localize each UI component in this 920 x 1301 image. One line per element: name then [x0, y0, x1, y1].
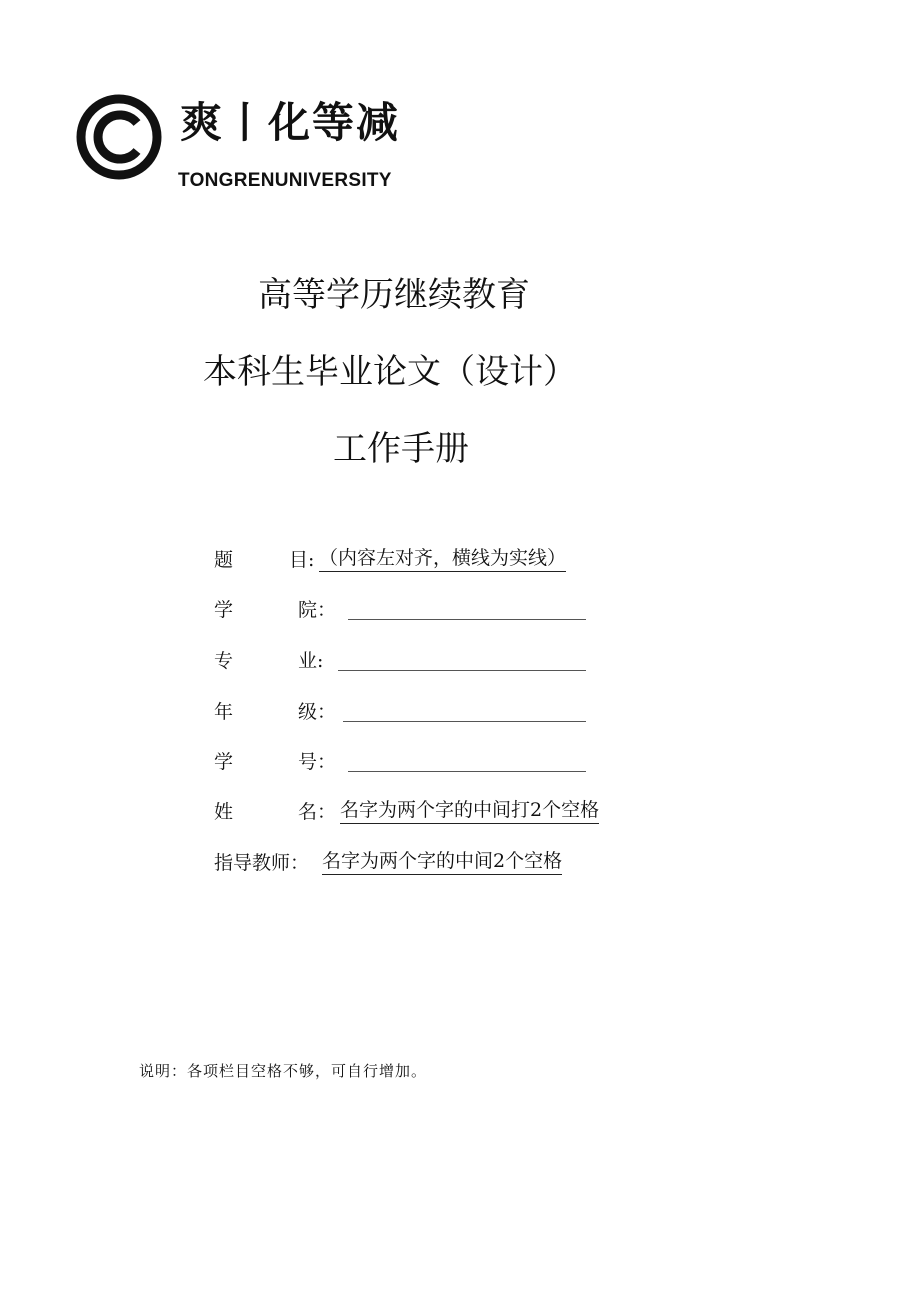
- advisor-label: 指导教师：: [214, 852, 310, 874]
- major-label-b: 业:: [298, 650, 324, 672]
- college-label-a: 学: [214, 599, 234, 621]
- student-id-field[interactable]: [348, 747, 586, 772]
- grade-label-a: 年: [214, 701, 234, 723]
- name-field[interactable]: 名字为两个字的中间打2个空格: [340, 797, 599, 824]
- title-line-3: 工作手册: [333, 429, 469, 469]
- major-field[interactable]: [338, 646, 586, 671]
- grade-field[interactable]: [343, 697, 586, 722]
- topic-field[interactable]: （内容左对齐，横线为实线）: [319, 545, 566, 572]
- name-label-a: 姓: [214, 801, 234, 823]
- advisor-field[interactable]: 名字为两个字的中间2个空格: [322, 848, 562, 875]
- topic-label-a: 题: [214, 549, 234, 571]
- instruction-note: 说明：各项栏目空格不够，可自行增加。: [139, 1062, 428, 1080]
- university-name-cn: 爽丨化等减: [180, 98, 401, 147]
- title-line-1: 高等学历继续教育: [258, 275, 530, 315]
- college-field[interactable]: [348, 595, 586, 620]
- student-id-label-a: 学: [214, 751, 234, 773]
- university-logo-icon: [75, 93, 163, 181]
- name-label-b: 名：: [298, 801, 337, 823]
- title-line-2: 本科生毕业论文（设计）: [203, 352, 577, 392]
- major-label-a: 专: [214, 650, 234, 672]
- topic-label-b: 目:: [289, 549, 315, 571]
- grade-label-b: 级：: [298, 701, 337, 723]
- student-id-label-b: 号：: [298, 751, 337, 773]
- university-name-en: TONGRENUNIVERSITY: [178, 170, 392, 191]
- college-label-b: 院：: [298, 599, 337, 621]
